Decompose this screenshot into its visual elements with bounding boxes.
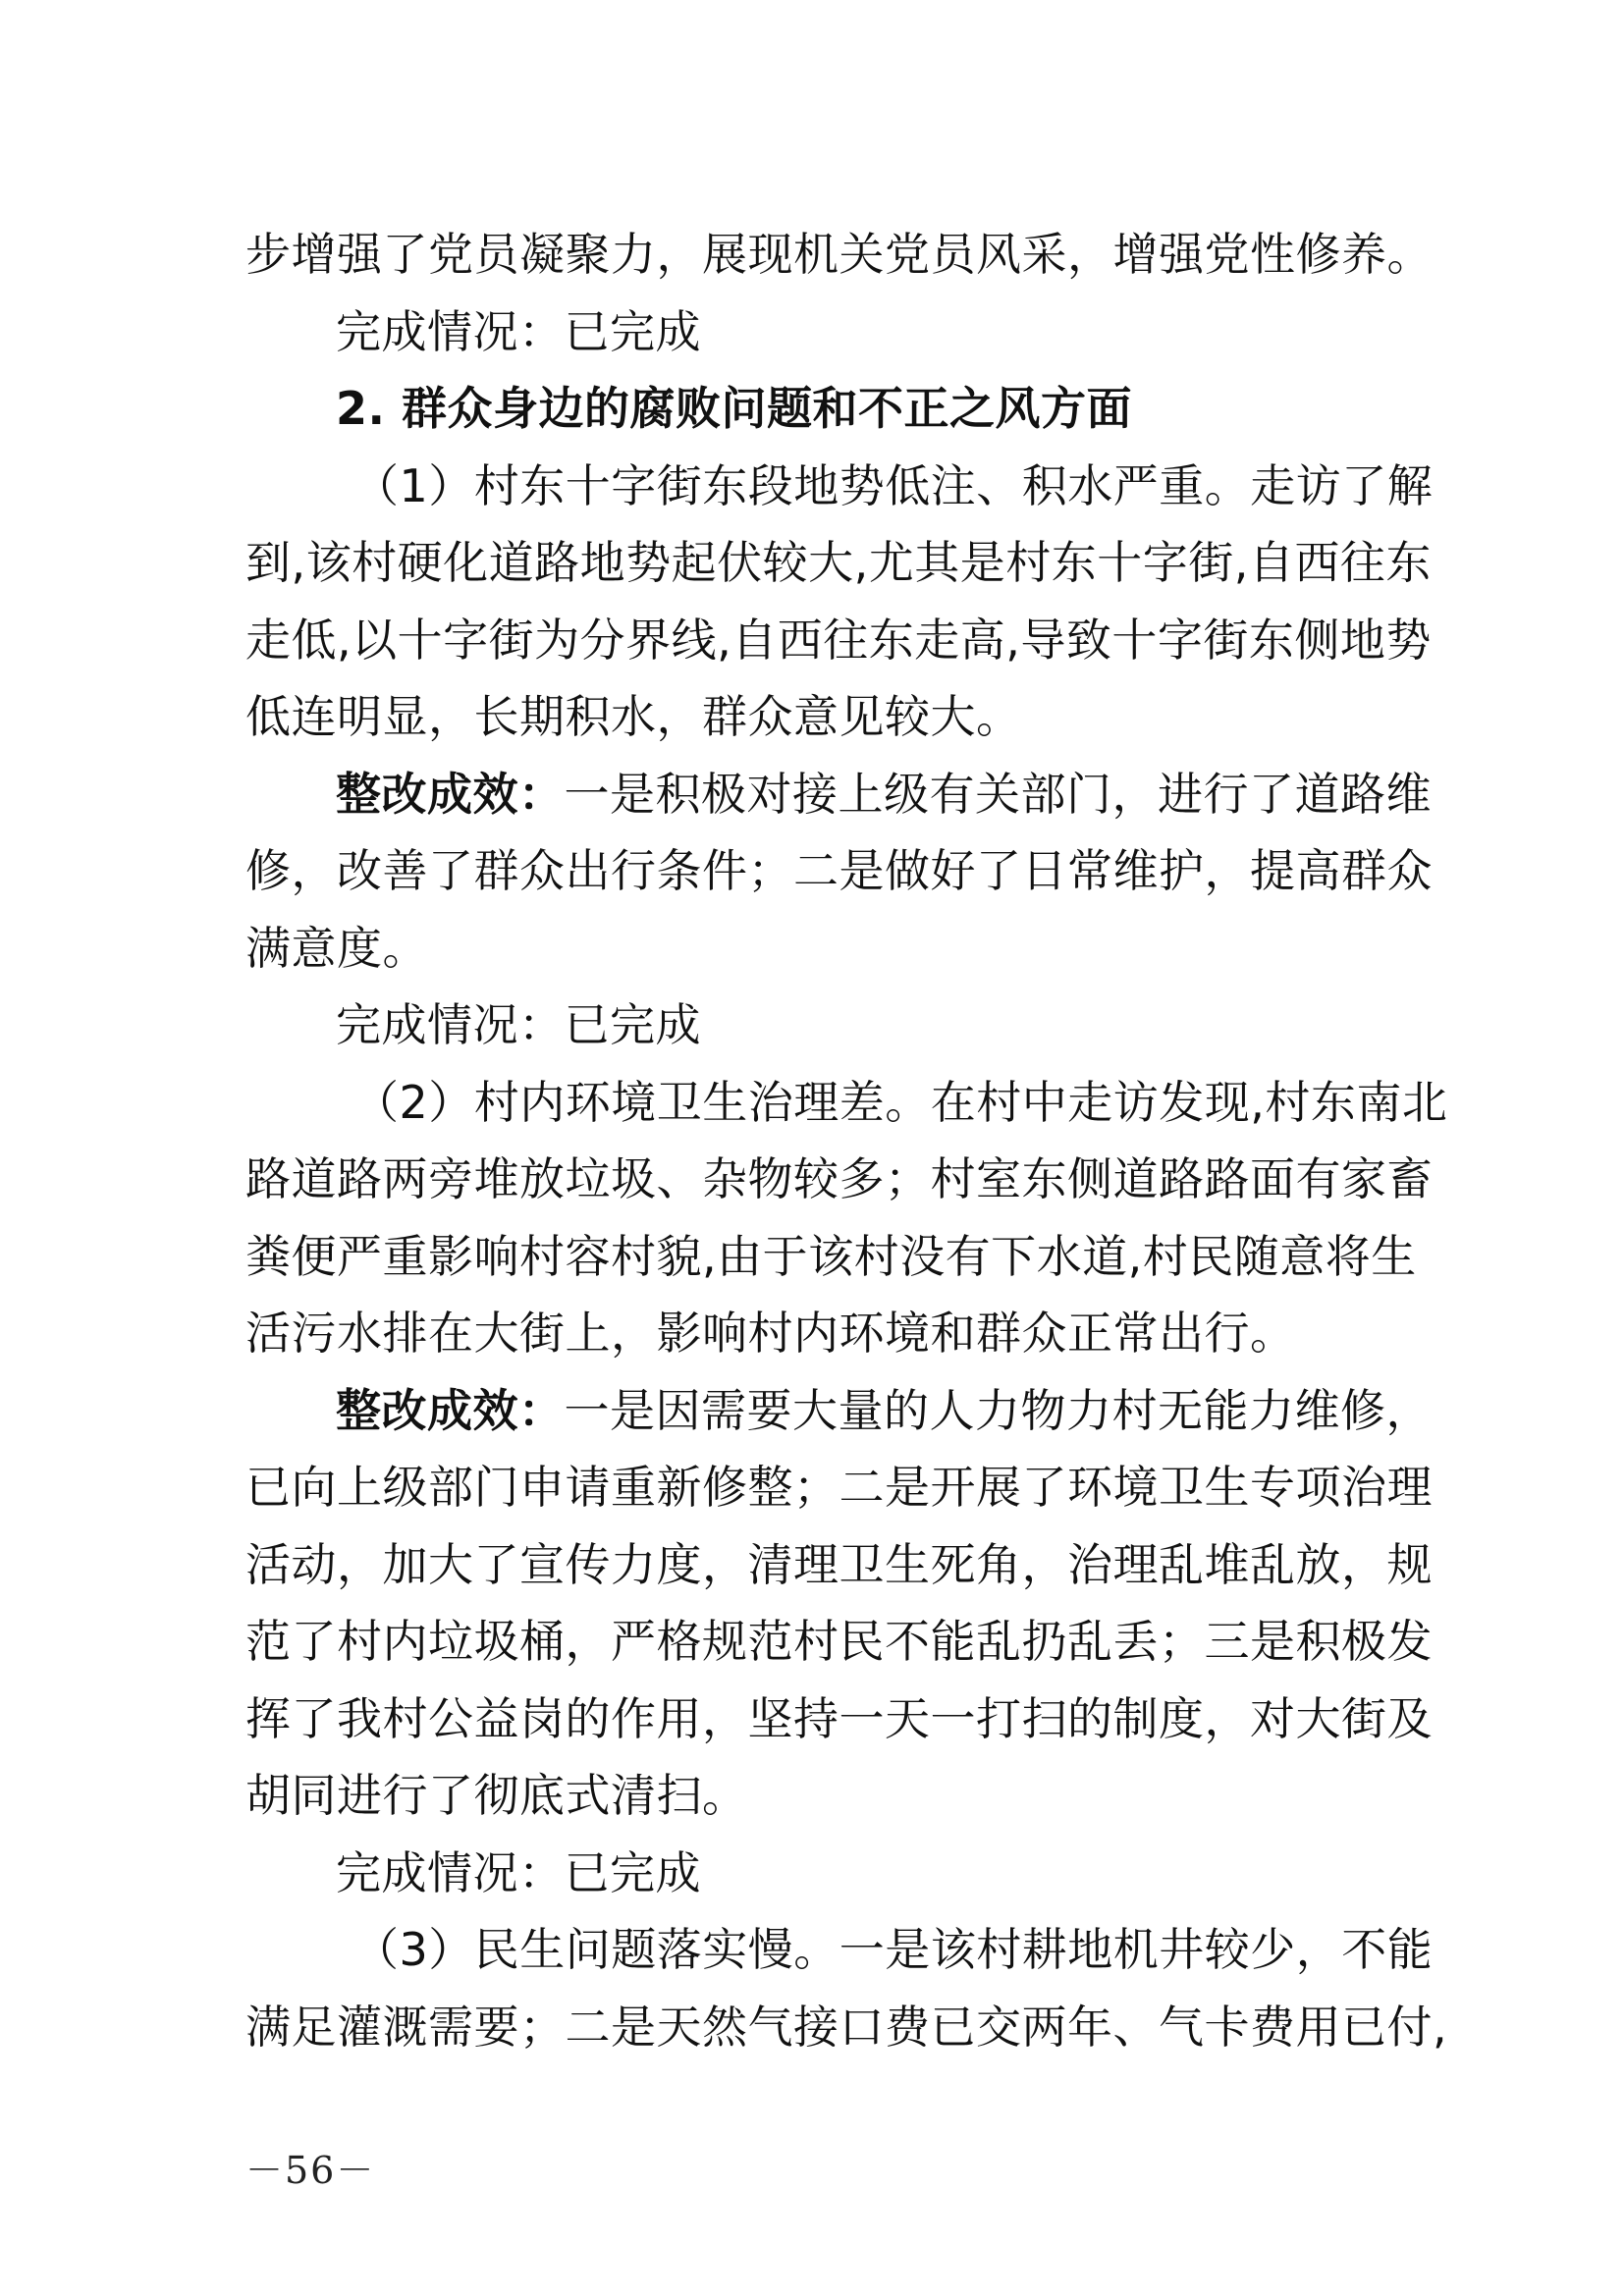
item-2-line: 活污水排在大街上，影响村内环境和群众正常出行。	[245, 1307, 1296, 1360]
body-text	[245, 216, 1448, 2065]
section-heading: 2. 群众身边的腐败问题和不正之风方面	[336, 382, 1132, 435]
rectification-2-line	[245, 1372, 1432, 1450]
item-2-line: （2）村内环境卫生治理差。在村中走访发现,村东南北	[353, 1075, 1448, 1129]
rectification-text: 一是积极对接上级有关部门，进行了道路维	[564, 767, 1432, 821]
rectification-2-line: 范了村内垃圾桶，严格规范村民不能乱扔乱丢；三是积极发	[245, 1615, 1433, 1668]
item-1-line: 低连明显，长期积水，群众意见较大。	[245, 690, 1022, 743]
rectification-2-line: 已向上级部门申请重新修整；二是开展了环境卫生专项治理	[245, 1461, 1433, 1514]
completion-status: 完成情况：已完成	[336, 304, 701, 358]
item-3-line: 满足灌溉需要；二是天然气接口费已交两年、气卡费用已付,	[245, 2000, 1448, 2054]
rectification-2-line: 胡同进行了彻底式清扫。	[245, 1769, 748, 1822]
completion-status: 完成情况：已完成	[336, 1845, 701, 1899]
rectification-2-line: 活动，加大了宣传力度，清理卫生死角，治理乱堆乱放，规	[245, 1537, 1433, 1591]
item-2-line: 路道路两旁堆放垃圾、杂物较多；村室东侧道路路面有家畜	[245, 1152, 1433, 1205]
rectification-text: 一是因需要大量的人力物力村无能力维修，	[564, 1383, 1432, 1437]
rectification-1-line: 修，改善了群众出行条件；二是做好了日常维护，提高群众	[245, 844, 1433, 897]
paragraph-line: 步增强了党员凝聚力，展现机关党员风采，增强党性修养。	[245, 228, 1433, 281]
completion-status: 完成情况：已完成	[336, 998, 701, 1051]
rectification-2-line: 挥了我村公益岗的作用，坚持一天一打扫的制度，对大街及	[245, 1691, 1433, 1745]
page-number: －56－	[245, 2149, 376, 2192]
item-1-line: 走低,以十字街为分界线,自西往东走高,导致十字街东侧地势	[245, 613, 1432, 667]
rectification-label: 整改成效：	[336, 1383, 565, 1437]
item-3-line: （3）民生问题落实慢。一是该村耕地机井较少，不能	[353, 1923, 1434, 1976]
rectification-1-line	[245, 756, 1432, 833]
rectification-1-line: 满意度。	[245, 921, 428, 975]
item-2-line: 粪便严重影响村容村貌,由于该村没有下水道,村民随意将生	[245, 1229, 1417, 1283]
item-1-line: 到,该村硬化道路地势起伏较大,尤其是村东十字街,自西往东	[245, 536, 1432, 589]
rectification-label: 整改成效：	[336, 767, 565, 821]
item-1-line: （1）村东十字街东段地势低注、积水严重。走访了解	[353, 458, 1434, 512]
